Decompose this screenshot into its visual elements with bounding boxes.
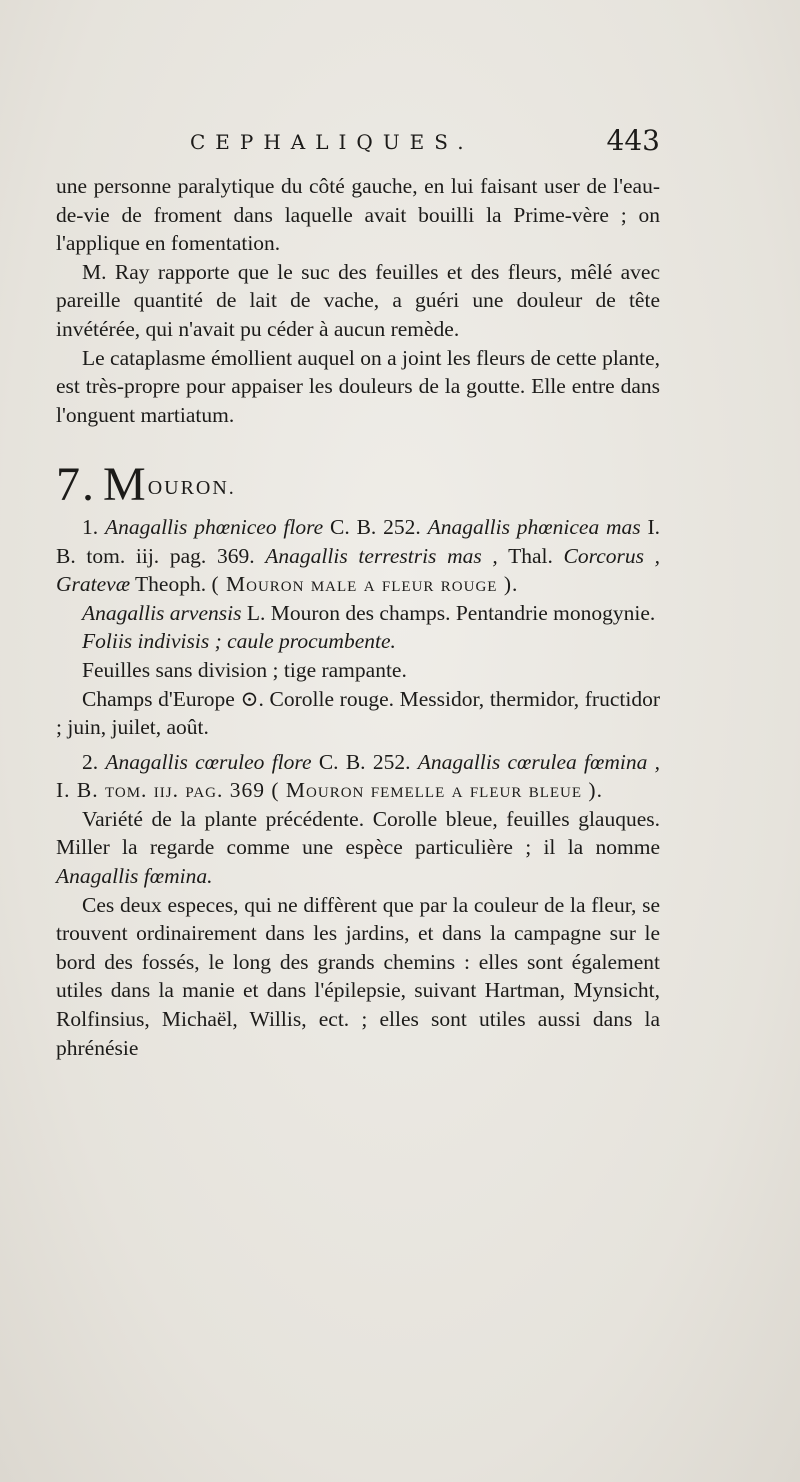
- entry-1-number: 1.: [82, 514, 99, 539]
- entry-2-variety-text: Variété de la plante précédente. Corolle bleue, feuilles glauques. Miller la regarde comme une espèce particulière ; il la nomme: [56, 806, 660, 860]
- entry-2-variety-latin: Anagallis fœmina.: [56, 864, 213, 889]
- body-text: [56, 172, 660, 1062]
- entry-1-diagnosis-text: Foliis indivisis ; caule procumbente.: [82, 629, 396, 654]
- entry-1-ref-3: Thal.: [508, 543, 553, 568]
- entry-1-linnaean-name: Anagallis arvensis: [82, 600, 242, 625]
- entry-1-synonyms: [56, 513, 660, 599]
- entry-2-closing-paragraph: Ces deux especes, qui ne diffèrent que par la couleur de la fleur, se trouvent ordinairement dans les jardins, et dans la campagne sur le bord des fossés, le long des grands chemins : elles sont également utiles dans la manie et dans l'épilepsie, suivant Hartman, Mynsicht, Rolfinsius, Michaël, Willis, ect. ; elles sont utiles aussi dans la phrénésie: [56, 892, 660, 1060]
- paragraph-3: Le cataplasme émollient auquel on a joint les fleurs de cette plante, est très-propre pour appaiser les douleurs de la goutte. Elle entre dans l'onguent martiatum.: [56, 345, 660, 427]
- entry-1-ref-2: I. B. tom. iij. pag. 369.: [56, 514, 661, 568]
- entry-1-linnaean-rest: L. Mouron des champs. Pentandrie monogynie.: [246, 600, 656, 625]
- entry-1-latin-1: Anagallis phœniceo flore: [104, 514, 324, 539]
- entry-2-synonyms: [56, 748, 660, 805]
- section-heading: [56, 458, 660, 512]
- entry-1-linnaean: [56, 599, 660, 628]
- page-number: 443: [606, 124, 660, 157]
- entry-1-habitat: Champs d'Europe ⊙. Corolle rouge. Messidor, thermidor, fructidor ; juin, juilet, août.: [56, 686, 660, 740]
- entry-1-diagnosis: [56, 627, 660, 656]
- section-initial: M: [103, 458, 148, 512]
- entry-2-latin-1: Anagallis cœruleo flore: [105, 749, 312, 774]
- paragraph-2: M. Ray rapporte que le suc des feuilles et des fleurs, mêlé avec pareille quantité de lait de vache, a guéri une douleur de tête invétérée, qui n'avait pu céder à aucun remède.: [56, 259, 660, 341]
- entry-2-ref-1: C. B. 252.: [318, 749, 411, 774]
- section-title-rest: OURON.: [147, 477, 236, 500]
- entry-1-french-name: ( Mouron male a fleur rouge ).: [211, 572, 519, 597]
- page-header: [190, 120, 660, 170]
- entry-1-latin-4: Corcorus , Gratevæ: [56, 543, 661, 597]
- entry-1-latin-2: Anagallis phœnicea mas: [427, 514, 641, 539]
- running-head: CEPHALIQUES.: [190, 130, 474, 154]
- paragraph-1: une personne paralytique du côté gauche, en lui faisant user de l'eau-de-vie de froment dans laquelle avait bouilli la Prime-vère ; on l'applique en fomentation.: [56, 174, 660, 256]
- entry-1-latin-3: Anagallis terrestris mas ,: [265, 543, 498, 568]
- entry-2-latin-2: Anagallis cœrulea fœmina ,: [417, 749, 661, 774]
- entry-2-number: 2.: [82, 749, 99, 774]
- section-number: 7.: [56, 458, 96, 512]
- entry-2-variety: [56, 805, 660, 891]
- entry-1-ref-1: C. B. 252.: [330, 514, 421, 539]
- entry-2-ref-2: I. B. tom. iij. pag. 369 ( Mouron femelle a fleur bleue ).: [56, 778, 603, 803]
- entry-1-description: Feuilles sans division ; tige rampante.: [82, 657, 407, 682]
- entry-1-ref-4: Theoph.: [135, 572, 207, 597]
